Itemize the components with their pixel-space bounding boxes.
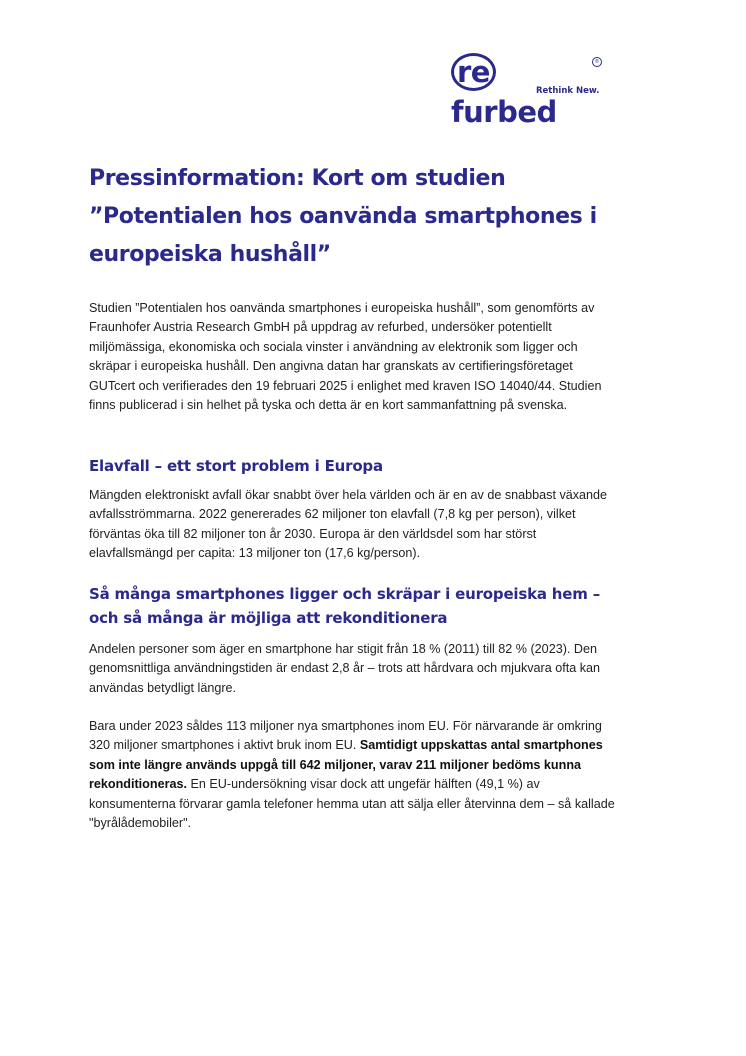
section-heading-smartphones: Så många smartphones ligger och skräpar i europeiska hem – och så många är möjliga att rekonditionera	[89, 585, 601, 627]
section-elavfall-body: Mängden elektroniskt avfall ökar snabbt över hela världen och är en av de snabbast växande avfallsströmmarna. 2022 genererades 62 miljoner ton elavfall (7,8 kg per person), vilket förväntas öka till 82 miljoner ton år 2030. Europa är den världsdel som har störst elavfallsmängd per capita: 13 miljoner ton (17,6 kg/person).	[89, 488, 608, 561]
logo-tagline: Rethink New.	[536, 86, 600, 96]
logo-re-ring: re	[451, 53, 496, 91]
intro-paragraph: Studien ”Potentialen hos oanvända smartphones i europeiska hushåll”, som genomförts av Fraunhofer Austria Research GmbH på uppdrag av refurbed, undersöker potentiellt miljömässiga, ekonomiska och sociala vinster i användning av elektronik som ligger och skräpar i europeiska hushåll. Den angivna datan har granskats av certifieringsföretaget GUTcert och verifierades den 19 februari 2025 i enlighet med kraven ISO 14040/44. Studien finns publicerad i sin helhet på tyska och detta är en kort sammanfattning på svenska.	[89, 301, 602, 413]
section-smartphones-body-2	[89, 717, 619, 833]
refurbed-logo	[451, 52, 601, 129]
body2-text-a: Bara under 2023 såldes 113 miljoner nya smartphones inom EU. För närvarande är omkring 320 miljoner smartphones i aktivt bruk inom EU.	[89, 719, 602, 753]
section-smartphones-body-1: Andelen personer som äger en smartphone har stigit från 18 % (2011) till 82 % (2023). Den genomsnittliga användningstiden är endast 2,8 år – trots att hårdvara och mjukvara ofta kan användas betydligt längre.	[89, 642, 601, 695]
body2-highlight: Samtidigt uppskattas antal smartphones som inte längre används uppgå till 642 miljoner, varav 211 miljoner bedöms kunna rekonditioneras.	[89, 738, 603, 792]
section-heading-elavfall: Elavfall – ett stort problem i Europa	[89, 457, 383, 475]
page-title: Pressinformation: Kort om studien ”Potentialen hos oanvända smartphones i europeiska hushåll”	[89, 166, 597, 267]
body2-text-b: En EU-undersökning visar dock att ungefär hälften (49,1 %) av konsumenterna förvarar gamla telefoner hemma utan att sälja eller återvinna dem – så kallade "byrålådemobiler".	[89, 777, 615, 831]
logo-wordmark-suffix: furbed	[451, 95, 557, 129]
registered-mark: ®	[592, 57, 602, 67]
